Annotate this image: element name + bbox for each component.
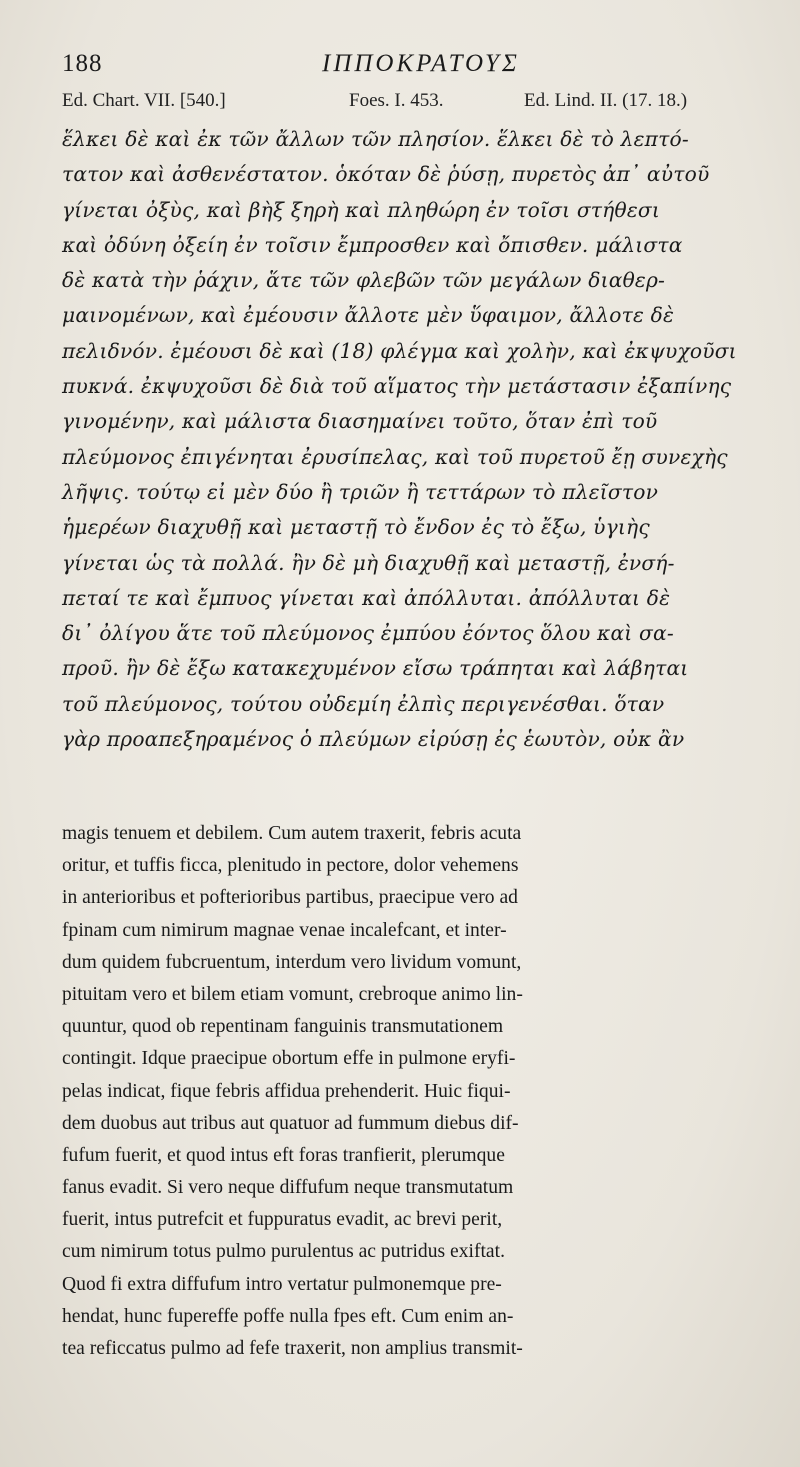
latin-text-line: tea reficcatus pulmo ad fefe traxerit, non amplius transmit-: [62, 1338, 523, 1359]
foesius-edition-ref: Foes. I. 453.: [349, 90, 444, 111]
greek-text-line: μαινομένων, καὶ ἐμέουσιν ἄλλοτε μὲν ὕφαιμον, ἄλλοτε δὲ: [62, 303, 675, 328]
linden-edition-ref: Ed. Lind. II. (17. 18.): [524, 90, 688, 111]
running-title: ΙΠΠΟΚΡΑΤΟΥΣ: [322, 50, 520, 77]
greek-text-line: προῦ. ἢν δὲ ἔξω κατακεχυμένον εἴσω τράπηται καὶ λάβηται: [62, 656, 689, 681]
chartier-edition-ref: Ed. Chart. VII. [540.]: [62, 90, 226, 111]
latin-text-line: in anterioribus et pofterioribus partibus, praecipue vero ad: [62, 887, 518, 909]
running-head: [0, 48, 800, 92]
latin-text-line: fpinam cum nimirum magnae venae incalefcant, et inter-: [62, 919, 507, 941]
greek-text-line: γὰρ προαπεξηραμένος ὁ πλεύμων εἰρύσῃ ἐς ἑωυτὸν, οὐκ ἂν: [62, 727, 685, 752]
latin-text-line: oritur, et tuffis ficca, plenitudo in pectore, dolor vehemens: [62, 855, 519, 877]
greek-text-line: τατον καὶ ἀσθενέστατον. ὁκόταν δὲ ῥύσῃ, πυρετὸς ἀπ᾽ αὐτοῦ: [62, 162, 710, 187]
greek-text-line: πλεύμονος ἐπιγένηται ἐρυσίπελας, καὶ τοῦ πυρετοῦ ἔῃ συνεχὴς: [62, 444, 728, 469]
greek-text-line: πυκνά. ἐκψυχοῦσι δὲ διὰ τοῦ αἵματος τὴν μετάστασιν ἐξαπίνης: [62, 374, 732, 399]
greek-text-line: δι᾽ ὀλίγου ἅτε τοῦ πλεύμονος ἐμπύου ἐόντος ὅλου καὶ σα-: [62, 621, 674, 646]
latin-text-block: [62, 818, 780, 1365]
edition-references: [62, 90, 772, 120]
greek-text-line: γίνεται ὀξὺς, καὶ βὴξ ξηρὴ καὶ πληθώρη ἐν τοῖσι στήθεσι: [62, 197, 660, 222]
latin-text-line: contingit. Idque praecipue obortum effe in pulmone eryfi-: [62, 1048, 516, 1070]
greek-text-line: γινομένην, καὶ μάλιστα διασημαίνει τοῦτο, ὅταν ἐπὶ τοῦ: [62, 409, 658, 434]
greek-text-line: γίνεται ὡς τὰ πολλά. ἢν δὲ μὴ διαχυθῇ καὶ μεταστῇ, ἐνσή-: [62, 550, 675, 575]
greek-text-line: τοῦ πλεύμονος, τούτου οὐδεμίη ἐλπὶς περιγενέσθαι. ὅταν: [62, 691, 665, 716]
page-number: 188: [62, 50, 103, 77]
latin-text-line: quuntur, quod ob repentinam fanguinis transmutationem: [62, 1016, 504, 1038]
latin-text-line: hendat, hunc fupereffe poffe nulla fpes eft. Cum enim an-: [62, 1305, 514, 1327]
greek-text-line: ἕλκει δὲ καὶ ἐκ τῶν ἄλλων τῶν πλησίον. ἕλκει δὲ τὸ λεπτό-: [62, 127, 689, 151]
latin-text-line: dum quidem fubcruentum, interdum vero lividum vomunt,: [62, 951, 522, 973]
greek-text-line: δὲ κατὰ τὴν ῥάχιν, ἅτε τῶν φλεβῶν τῶν μεγάλων διαθερ-: [62, 268, 666, 293]
latin-text-line: fanus evadit. Si vero neque diffufum neque transmutatum: [62, 1177, 514, 1199]
latin-text-line: dem duobus aut tribus aut quatuor ad fummum diebus dif-: [62, 1112, 519, 1134]
greek-text-line: πελιδνόν. ἐμέουσι δὲ καὶ (18) φλέγμα καὶ χολὴν, καὶ ἐκψυχοῦσι: [62, 338, 737, 363]
latin-text-line: pituitam vero et bilem etiam vomunt, crebroque animo lin-: [62, 983, 523, 1005]
greek-text-block: [62, 122, 767, 757]
greek-text-line: καὶ ὀδύνη ὀξείη ἐν τοῖσιν ἔμπροσθεν καὶ ὄπισθεν. μάλιστα: [62, 232, 683, 257]
greek-text-line: λῆψις. τούτῳ εἰ μὲν δύο ἢ τριῶν ἢ τεττάρων τὸ πλεῖστον: [62, 479, 659, 504]
greek-text-line: πεταί τε καὶ ἔμπυος γίνεται καὶ ἀπόλλυται. ἀπόλλυται δὲ: [62, 585, 671, 610]
latin-text-line: Quod fi extra diffufum intro vertatur pulmonemque pre-: [62, 1273, 502, 1295]
latin-text-line: fufum fuerit, et quod intus eft foras tranfierit, plerumque: [62, 1144, 505, 1166]
latin-text-line: pelas indicat, fique febris affidua prehenderit. Huic fiqui-: [62, 1080, 511, 1102]
latin-text-line: fuerit, intus putrefcit et fuppuratus evadit, ac brevi perit,: [62, 1209, 503, 1231]
greek-text-line: ἡμερέων διαχυθῇ καὶ μεταστῇ τὸ ἔνδον ἐς τὸ ἔξω, ὑγιὴς: [62, 515, 650, 540]
latin-text-line: magis tenuem et debilem. Cum autem traxerit, febris acuta: [62, 823, 522, 844]
latin-text-line: cum nimirum totus pulmo purulentus ac putridus exiftat.: [62, 1241, 505, 1263]
